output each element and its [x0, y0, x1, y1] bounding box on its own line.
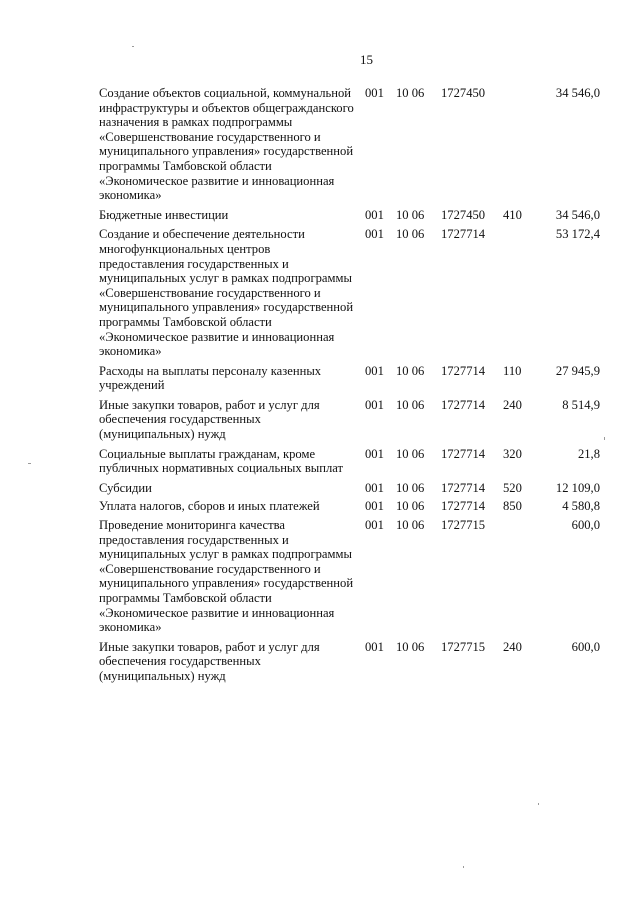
table-row	[0, 208, 640, 223]
target-code: 1727714	[441, 227, 486, 242]
amount: 34 546,0	[555, 207, 600, 222]
table-row	[0, 499, 640, 514]
target-code: 1727714	[441, 397, 486, 412]
row-description: Иные закупки товаров, работ и услуг для обеспечения государственных (муниципальных) нужд	[99, 639, 320, 683]
ministry-code: 001	[365, 480, 384, 495]
amount: 600,0	[571, 518, 600, 533]
target-code: 1727450	[441, 207, 486, 222]
ministry-code: 001	[365, 397, 384, 412]
ministry-code: 001	[365, 86, 384, 100]
section-code: 10 06	[396, 446, 425, 461]
section-code: 10 06	[396, 86, 425, 100]
table-row	[0, 518, 640, 635]
expense-type-code: 410	[503, 207, 522, 222]
target-code: 1727715	[441, 639, 486, 654]
row-description: Субсидии	[99, 480, 152, 495]
target-code: 1727714	[441, 480, 486, 495]
scan-speck	[463, 866, 464, 868]
target-code: 1727714	[441, 446, 486, 461]
amount: 12 109,0	[555, 480, 600, 495]
amount: 34 546,0	[555, 86, 600, 100]
target-code: 1727714	[441, 499, 486, 514]
amount: 4 580,8	[562, 499, 600, 514]
expense-type-code: 850	[503, 499, 522, 514]
scan-speck	[28, 463, 31, 464]
section-code: 10 06	[396, 639, 425, 654]
row-description: Создание объектов социальной, коммунальной инфраструктуры и объектов общегражданского назначения в рамках подпрограммы «Совершенствование государственного и муниципального управления» государственной программы Тамбовской области «Экономическое развитие и инновационная экономика»	[99, 86, 354, 203]
row-description: Иные закупки товаров, работ и услуг для обеспечения государственных (муниципальных) нужд	[99, 397, 320, 442]
row-description: Бюджетные инвестиции	[99, 207, 229, 222]
amount: 27 945,9	[555, 363, 600, 378]
ministry-code: 001	[365, 639, 384, 654]
expense-type-code: 240	[503, 397, 522, 412]
ministry-code: 001	[365, 446, 384, 461]
amount: 21,8	[577, 446, 600, 461]
expense-type-code: 520	[503, 480, 522, 495]
table-row	[0, 227, 640, 358]
section-code: 10 06	[396, 518, 425, 533]
row-description: Уплата налогов, сборов и иных платежей	[99, 499, 320, 514]
table-row	[0, 86, 640, 203]
row-description: Проведение мониторинга качества предоставления государственных и муниципальных услуг в рамках подпрограммы «Совершенствование государственного и муниципального управления» государственной программы Тамбовской области «Экономическое развитие и инновационная экономика»	[99, 518, 354, 635]
ministry-code: 001	[365, 227, 384, 242]
scan-speck	[538, 803, 539, 805]
row-description: Расходы на выплаты персоналу казенных учреждений	[99, 363, 322, 393]
target-code: 1727715	[441, 518, 486, 533]
amount: 8 514,9	[562, 397, 600, 412]
section-code: 10 06	[396, 363, 425, 378]
table-row	[0, 447, 640, 476]
page-number: 15	[360, 52, 373, 67]
ministry-code: 001	[365, 499, 384, 514]
expense-type-code: 240	[503, 639, 522, 654]
section-code: 10 06	[396, 480, 425, 495]
scan-speck	[132, 46, 134, 47]
section-code: 10 06	[396, 227, 425, 242]
table-row	[0, 640, 640, 684]
target-code: 1727714	[441, 363, 486, 378]
amount: 600,0	[571, 639, 600, 654]
amount: 53 172,4	[555, 227, 600, 242]
ministry-code: 001	[365, 363, 384, 378]
row-description: Создание и обеспечение деятельности многофункциональных центров предоставления государственных и муниципальных услуг в рамках подпрограммы «Совершенствование государственного и муниципального управления» государственной программы Тамбовской области «Экономическое развитие и инновационная экономика»	[99, 227, 354, 359]
table-row	[0, 481, 640, 496]
section-code: 10 06	[396, 207, 425, 222]
table-row	[0, 398, 640, 442]
ministry-code: 001	[365, 518, 384, 533]
ministry-code: 001	[365, 207, 384, 222]
row-description: Социальные выплаты гражданам, кроме публичных нормативных социальных выплат	[99, 446, 344, 476]
section-code: 10 06	[396, 397, 425, 412]
budget-table	[0, 86, 640, 684]
expense-type-code: 110	[503, 363, 522, 378]
target-code: 1727450	[441, 86, 486, 100]
table-row	[0, 364, 640, 393]
expense-type-code: 320	[503, 446, 522, 461]
scan-speck	[604, 437, 605, 440]
section-code: 10 06	[396, 499, 425, 514]
